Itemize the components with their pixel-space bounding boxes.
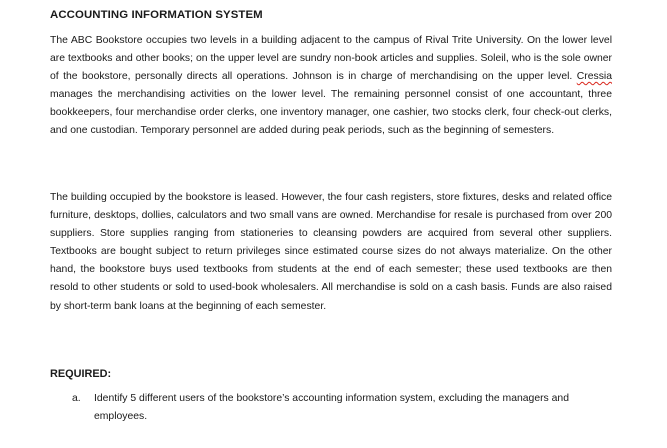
requirements-list: [72, 390, 582, 426]
paragraph-bookstore-overview: [50, 32, 612, 141]
requirement-text: Identify 5 different users of the bookstore’s accounting information system, excluding the managers and employees.: [94, 393, 569, 423]
spellcheck-flagged-word[interactable]: Cressia: [576, 71, 612, 83]
list-marker: a.: [72, 393, 81, 404]
paragraph-building-and-operations: The building occupied by the bookstore is leased. However, the four cash registers, store fixtures, desks and related office furniture, desktops, dollies, calculators and two small vans are owned. Merchandise for resale is purchased from over 200 suppliers. Store supplies ranging from stationeries to cleansing powders are acquired from several other suppliers. Textbooks are bought subject to return privileges since estimated course sizes do not always materialize. On the other hand, the bookstore buys used textbooks from students at the end of each semester; these used textbooks are then resold to other students or sold to used-book wholesalers. All merchandise is sold on a cash basis. Funds are also raised by short-term bank loans at the beginning of each semester.: [50, 192, 612, 312]
paragraph-1-text-end: manages the merchandising activities on the lower level. The remaining personnel consist of one accountant, three bookkeepers, four merchandise order clerks, one inventory manager, one cashier, two stocks clerk, four check-out clerks, and one custodian. Temporary personnel are added during peak periods, such as the beginning of semesters.: [50, 89, 612, 137]
list-item: [72, 390, 582, 426]
document-title: ACCOUNTING INFORMATION SYSTEM: [50, 9, 263, 21]
required-label: REQUIRED:: [50, 368, 112, 380]
paragraph-1-text-start: The ABC Bookstore occupies two levels in a building adjacent to the campus of Rival Trite University. On the lower level are textbooks and other books; on the upper level are sundry non-book articles and supplies. Soleil, who is the sole owner of the bookstore, personally directs all operations. Johnson is in charge of merchandising on the upper level.: [50, 35, 612, 83]
